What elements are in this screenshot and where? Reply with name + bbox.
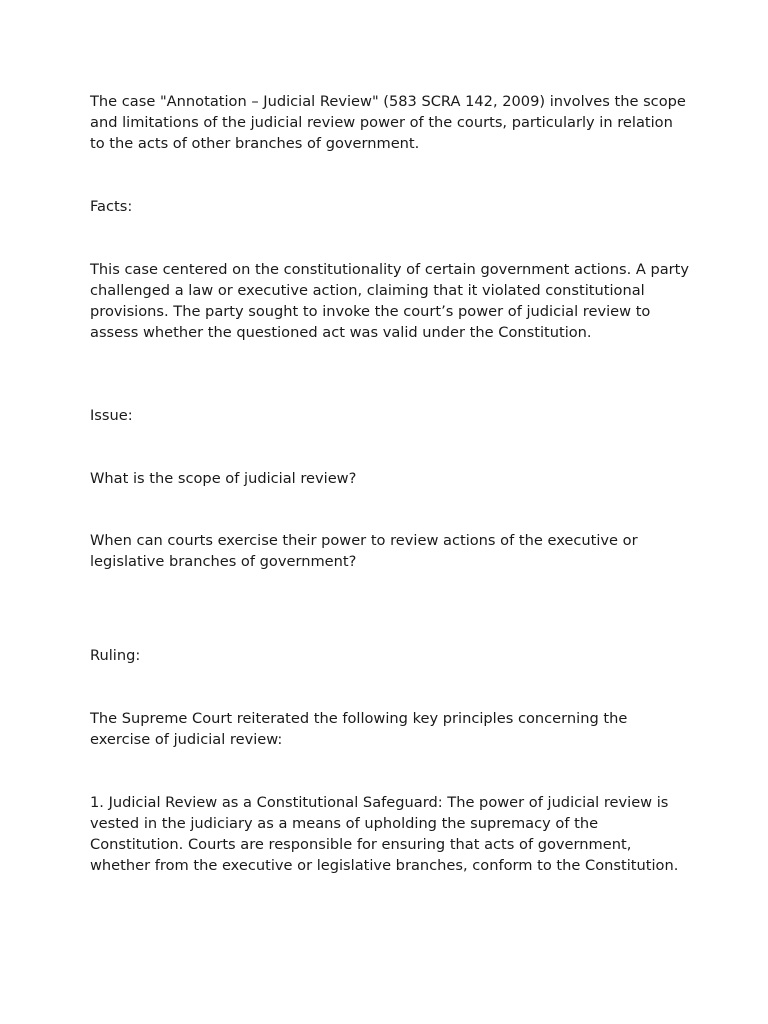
issue-question-1: What is the scope of judicial review? <box>90 470 357 487</box>
facts-heading: Facts: <box>90 198 133 215</box>
ruling-heading: Ruling: <box>90 647 141 664</box>
issue-question-2: When can courts exercise their power to review actions of the executive or legislative branches of government? <box>90 532 638 570</box>
ruling-intro-paragraph: The Supreme Court reiterated the following key principles concerning the exercise of judicial review: <box>90 710 628 748</box>
facts-paragraph: This case centered on the constitutionality of certain government actions. A party challenged a law or executive action, claiming that it violated constitutional provisions. The party sought to invoke the court’s power of judicial review to assess whether the questioned act was valid under the Constitution. <box>90 261 690 341</box>
ruling-point-1: 1. Judicial Review as a Constitutional Safeguard: The power of judicial review is vested in the judiciary as a means of upholding the supremacy of the Constitution. Courts are responsible for ensuring that acts of government, whether from the executive or legislative branches, conform to the Constitution. <box>90 794 679 874</box>
issue-heading: Issue: <box>90 407 133 424</box>
intro-paragraph: The case "Annotation – Judicial Review" (583 SCRA 142, 2009) involves the scope and limitations of the judicial review power of the courts, particularly in relation to the acts of other branches of government. <box>90 93 686 152</box>
